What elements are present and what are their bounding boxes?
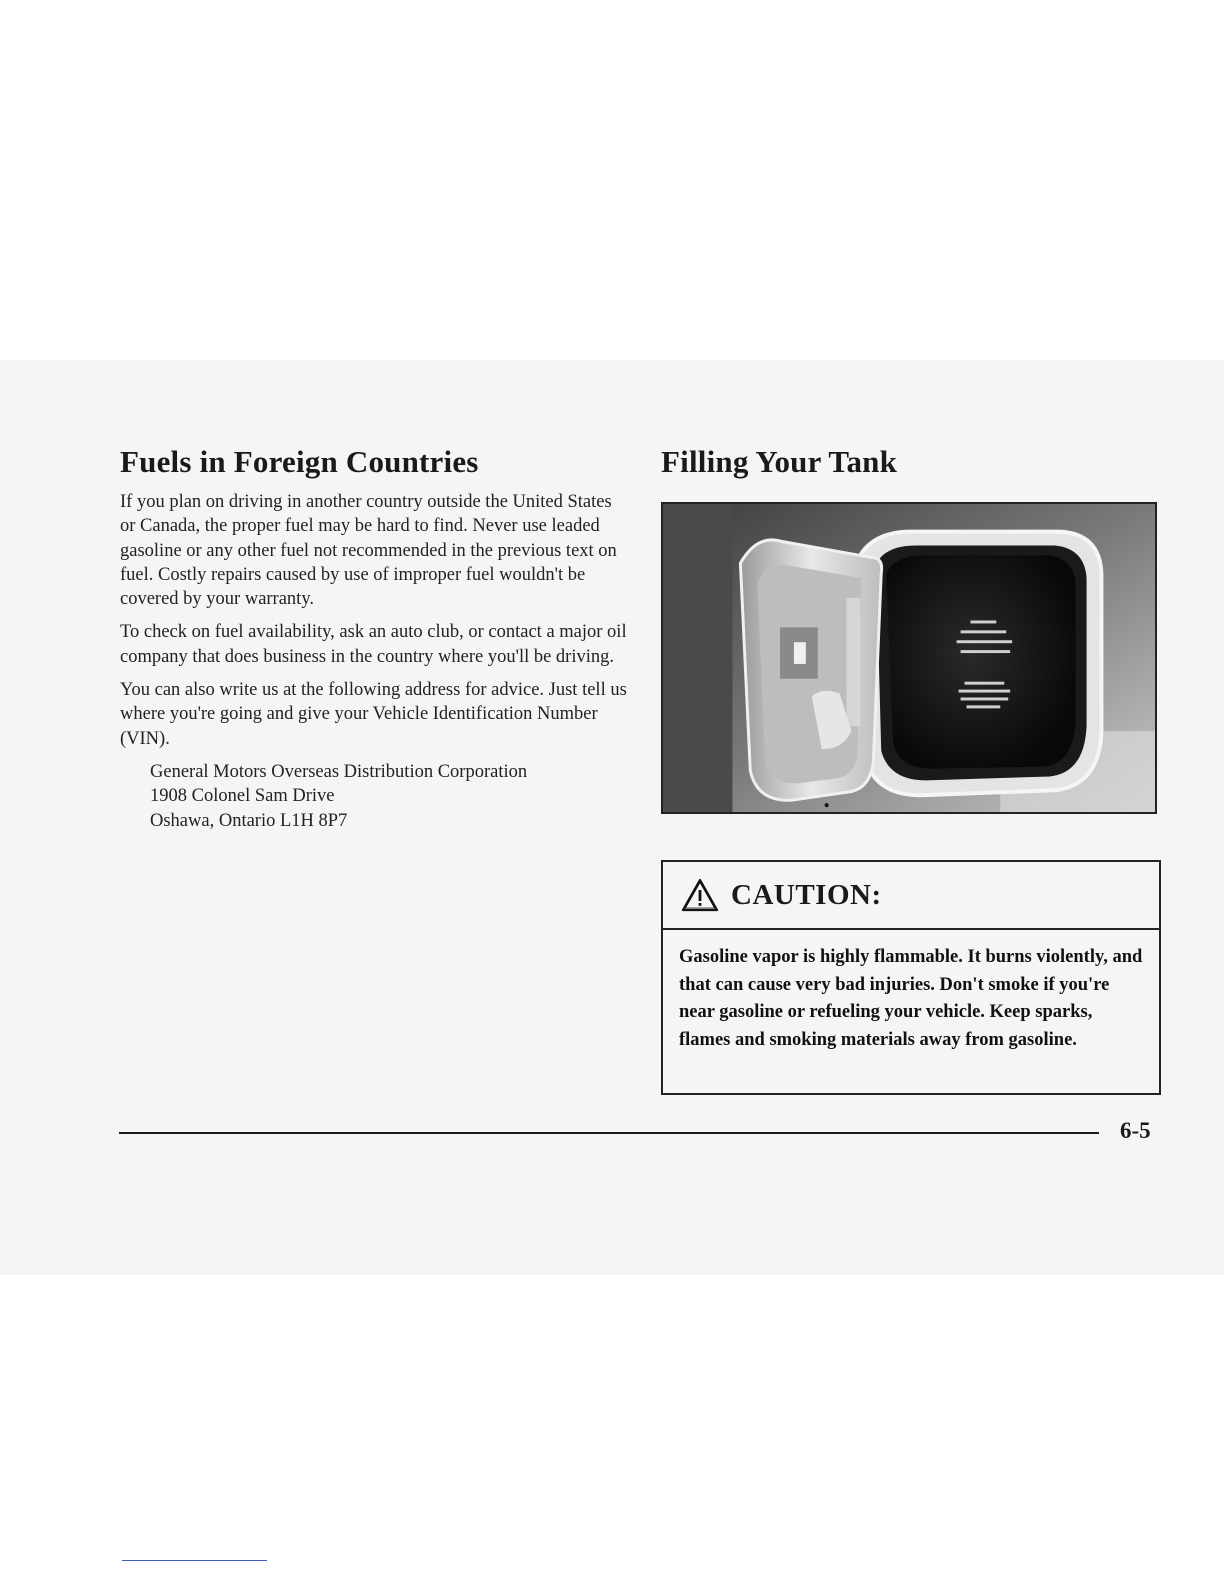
paragraph: To check on fuel availability, ask an auto club, or contact a major oil company that does business in the country where you'll be driving. — [120, 622, 627, 667]
paragraph: You can also write us at the following address for advice. Just tell us where you're going and give your Vehicle Identification Number (VIN). — [120, 680, 627, 749]
warning-triangle-icon — [681, 878, 719, 912]
page-number: 6-5 — [1120, 1118, 1151, 1143]
section-heading: Filling Your Tank — [661, 444, 898, 479]
caution-title: CAUTION: — [731, 878, 882, 911]
fuel-door-photo — [661, 502, 1157, 814]
mailing-address — [150, 760, 630, 833]
address-line: Oshawa, Ontario L1H 8P7 — [150, 810, 348, 831]
section-heading: Fuels in Foreign Countries — [120, 444, 479, 479]
caution-header — [663, 862, 1159, 930]
caution-text: Gasoline vapor is highly flammable. It burns violently, and that can cause very bad injuries. Don't smoke if you're near gasoline or refueling your vehicle. Keep sparks, flames and smoking materials away from gasoline. — [679, 947, 1143, 1050]
filling-tank-section — [661, 440, 1161, 484]
fuels-foreign-section — [120, 440, 630, 833]
footer-rule — [119, 1132, 1099, 1134]
caution-box — [661, 860, 1161, 1095]
address-line: General Motors Overseas Distribution Corporation — [150, 761, 528, 782]
address-line: 1908 Colonel Sam Drive — [150, 786, 335, 807]
paragraph: If you plan on driving in another country outside the United States or Canada, the proper fuel may be hard to find. Never use leaded gasoline or any other fuel not recommended in the previous text on fuel. Costly repairs caused by use of improper fuel wouldn't be covered by your warranty. — [120, 492, 617, 610]
footer-mark — [122, 1560, 267, 1561]
